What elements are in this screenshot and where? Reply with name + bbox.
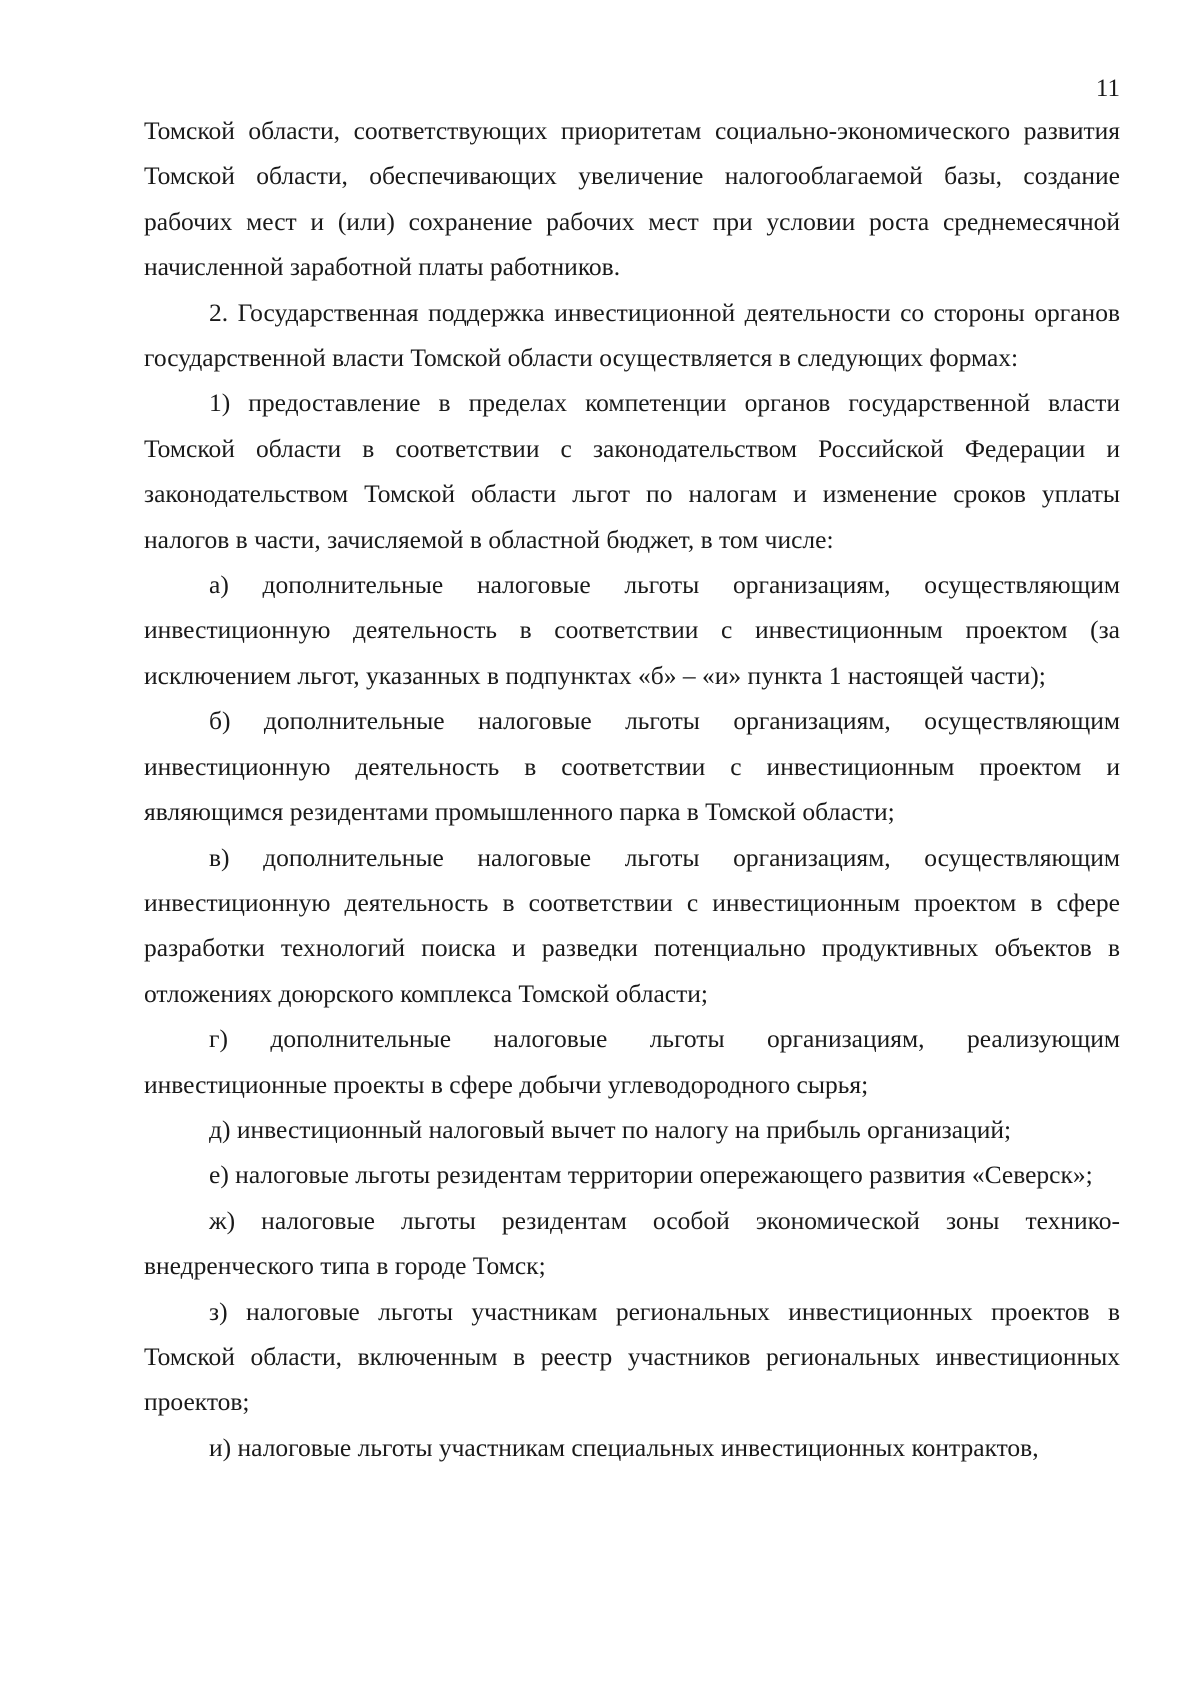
paragraph-continuation: Томской области, соответствующих приоритетам социально-экономического развития Томской области, обеспечивающих увеличение налогооблагаемой базы, создание рабочих мест и (или) сохранение рабочих мест при условии роста среднемесячной начисленной заработной платы работников. (144, 116, 1120, 282)
paragraph-subitem-i: и) налоговые льготы участникам специальных инвестиционных контрактов, (209, 1432, 1039, 1462)
paragraph-item-1: 1) предоставление в пределах компетенции органов государственной власти Томской области в соответствии с законодательством Российской Федерации и законодательством Томской области льгот по налогам и изменение сроков уплаты налогов в части, зачисляемой в областной бюджет, в том числе: (144, 388, 1120, 554)
paragraph-subitem-a: а) дополнительные налоговые льготы организациям, осуществляющим инвестиционную деятельность в соответствии с инвестиционным проектом (за исключением льгот, указанных в подпунктах «б» – «и» пункта 1 настоящей части); (144, 570, 1120, 690)
paragraph-part-2: 2. Государственная поддержка инвестиционной деятельности со стороны органов государственной власти Томской области осуществляется в следующих формах: (144, 297, 1120, 373)
paragraph-subitem-e: е) налоговые льготы резидентам территории опережающего развития «Северск»; (209, 1160, 1093, 1190)
paragraph-subitem-zh: ж) налоговые льготы резидентам особой экономической зоны технико-внедренческого типа в городе Томск; (144, 1205, 1120, 1281)
paragraph-subitem-g: г) дополнительные налоговые льготы организациям, реализующим инвестиционные проекты в сфере добычи углеводородного сырья; (144, 1024, 1120, 1099)
paragraph-subitem-b: б) дополнительные налоговые льготы организациям, осуществляющим инвестиционную деятельность в соответствии с инвестиционным проектом и являющимся резидентами промышленного парка в Томской области; (144, 706, 1120, 827)
paragraph-subitem-v: в) дополнительные налоговые льготы организациям, осуществляющим инвестиционную деятельность в соответствии с инвестиционным проектом в сфере разработки технологий поиска и разведки потенциально продуктивных объектов в отложениях доюрского комплекса Томской области; (144, 842, 1120, 1008)
paragraph-subitem-d: д) инвестиционный налоговый вычет по налогу на прибыль организаций; (209, 1114, 1012, 1144)
paragraph-subitem-z: з) налоговые льготы участникам региональных инвестиционных проектов в Томской области, включенным в реестр участников региональных инвестиционных проектов; (144, 1296, 1120, 1417)
document-body (144, 108, 1120, 1470)
page-number: 11 (1095, 75, 1120, 102)
